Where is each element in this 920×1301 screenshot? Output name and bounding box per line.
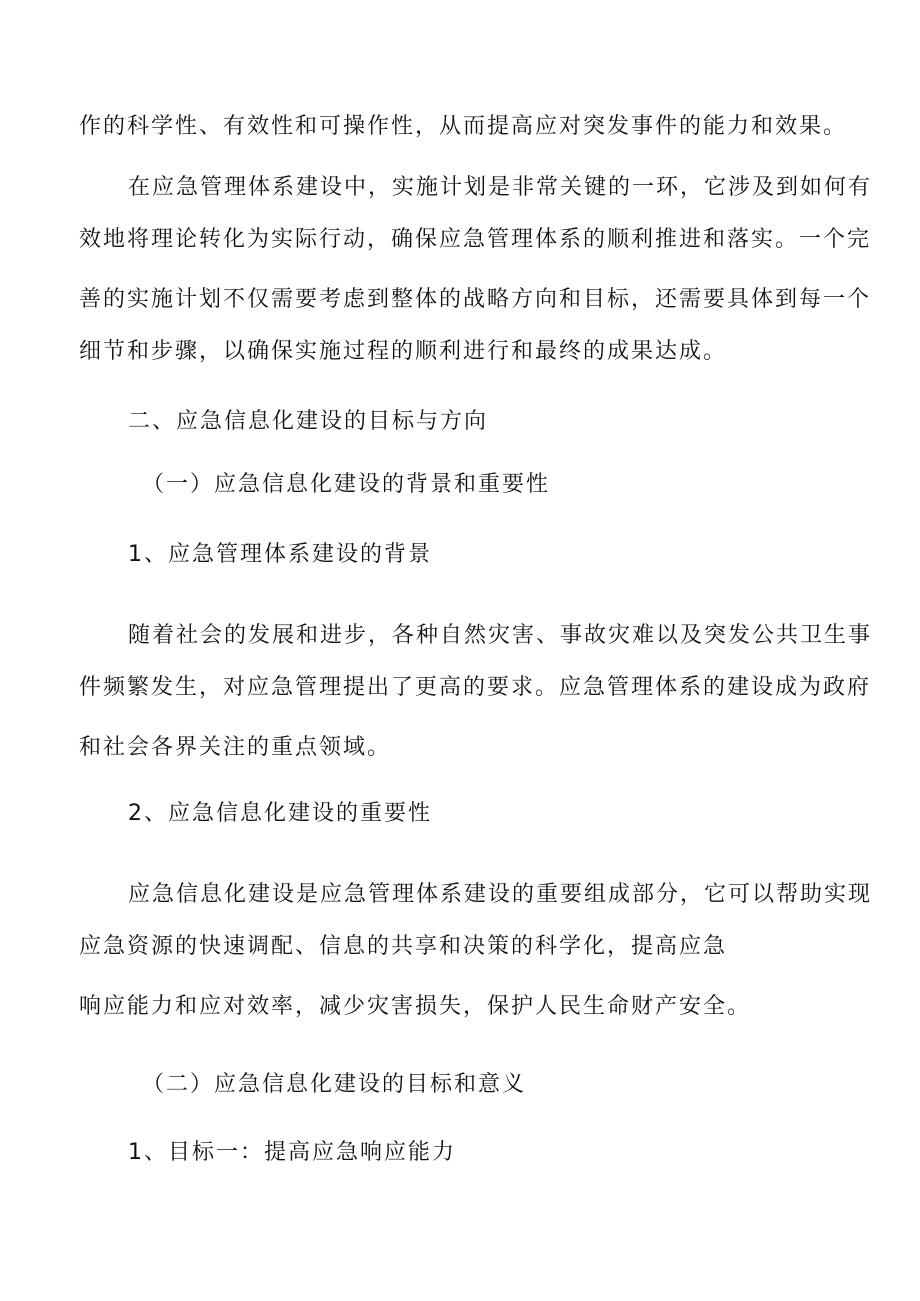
section-heading: 二、应急信息化建设的目标与方向 — [128, 409, 489, 434]
subsection-heading: （一）应急信息化建设的背景和重要性 — [142, 472, 551, 497]
item-heading: 1、目标一：提高应急响应能力 — [128, 1140, 456, 1165]
paragraph-line: 应急资源的快速调配、信息的共享和决策的科学化，提高应急 — [79, 934, 728, 959]
paragraph-line: 件频繁发生，对应急管理提出了更高的要求。应急管理体系的建设成为政府 — [79, 675, 872, 700]
subsection-heading: （二）应急信息化建设的目标和意义 — [142, 1072, 527, 1097]
paragraph-line: 作的科学性、有效性和可操作性，从而提高应对突发事件的能力和效果。 — [79, 114, 848, 139]
paragraph-line: 响应能力和应对效率，减少灾害损失，保护人民生命财产安全。 — [79, 994, 752, 1019]
item-heading: 1、应急管理体系建设的背景 — [128, 542, 432, 567]
paragraph-line: 和社会各界关注的重点领域。 — [79, 735, 392, 760]
paragraph-line: 善的实施计划不仅需要考虑到整体的战略方向和目标，还需要具体到每一个 — [79, 287, 872, 312]
item-heading: 2、应急信息化建设的重要性 — [128, 801, 432, 826]
paragraph-line: 在应急管理体系建设中，实施计划是非常关键的一环，它涉及到如何有 — [128, 175, 873, 200]
paragraph-line: 细节和步骤，以确保实施过程的顺利进行和最终的成果达成。 — [79, 339, 728, 364]
paragraph-line: 效地将理论转化为实际行动，确保应急管理体系的顺利推进和落实。一个完 — [79, 227, 872, 252]
paragraph-line: 应急信息化建设是应急管理体系建设的重要组成部分，它可以帮助实现 — [128, 882, 873, 907]
paragraph-line: 随着社会的发展和进步，各种自然灾害、事故灾难以及突发公共卫生事 — [128, 623, 873, 648]
